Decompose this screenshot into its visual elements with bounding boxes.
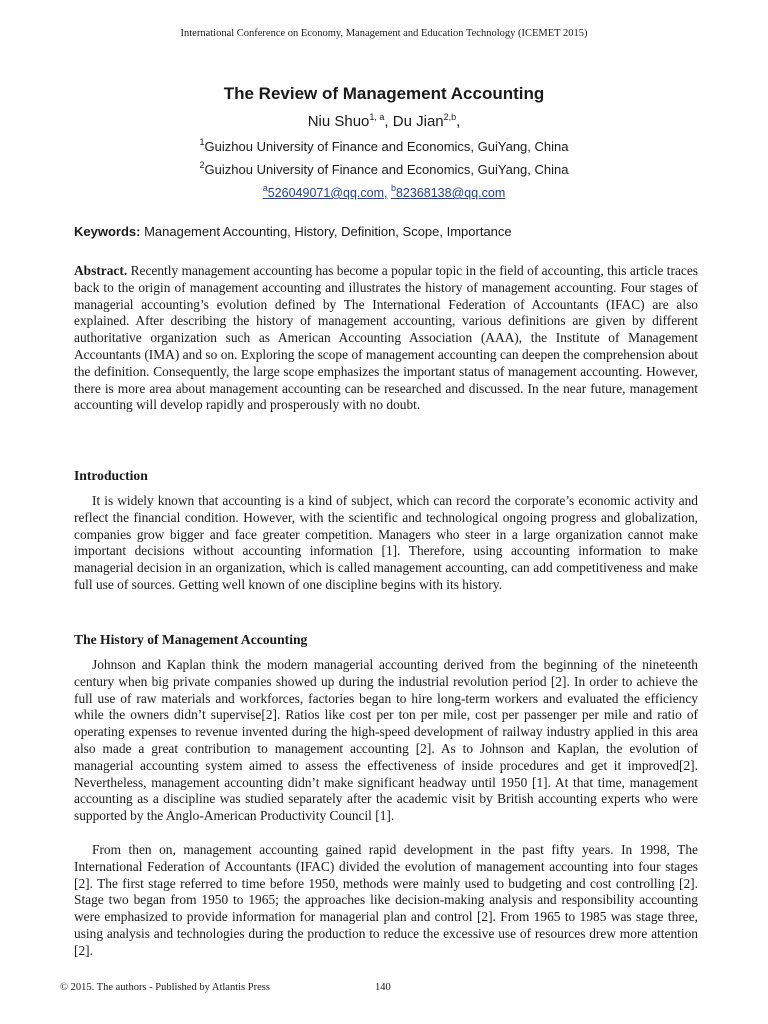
paper-title: The Review of Management Accounting	[223, 84, 545, 103]
history-heading: The History of Management Accounting	[74, 632, 308, 647]
conference-header: International Conference on Economy, Management and Education Technology (ICEMET 2015)	[180, 28, 588, 39]
email-link-b[interactable]	[390, 183, 506, 200]
affiliation-2	[0, 162, 768, 177]
email-superscript: b	[390, 183, 396, 193]
affiliation-1	[0, 139, 768, 154]
affiliation-text: Guizhou University of Finance and Economics, GuiYang, China	[204, 162, 569, 177]
email-line	[0, 183, 768, 200]
affiliation-superscript: 2	[199, 160, 205, 170]
author-superscript: 1, a	[369, 112, 385, 122]
author-superscript: 2,b	[443, 112, 457, 122]
email-link-a[interactable]	[262, 183, 388, 200]
affiliation-text: Guizhou University of Finance and Economics, GuiYang, China	[204, 139, 569, 154]
page-number: 140	[375, 982, 391, 993]
history-paragraph-1: Johnson and Kaplan think the modern managerial accounting derived from the beginning of the nineteenth century when big private companies showed up during the industrial revolution period [2]. In order to achieve the full use of raw materials and workforces, factories began to hire long-term workers and evaluated the efficiency while the owners didn’t supervise[2]. Ratios like cost per ton per mile, cost per passenger per mile and ratio of operating expenses to revenue invented during the high-speed development of railway industry applied in this area also made a great contribution to management accounting [2]. As to Johnson and Kaplan, the evolution of managerial accounting system aimed to assess the effectiveness of inside procedures and get it improved[2]. Nevertheless, management accounting didn’t make significant headway until 1950 [1]. At that time, management accounting as a discipline was studied separately after the academic visit by British accounting experts who were supported by the Anglo-American Productivity Council [1].	[74, 657, 698, 824]
email-text: 526049071@qq.com,	[267, 186, 388, 200]
keywords-line	[74, 224, 512, 239]
affiliation-superscript: 1	[199, 137, 205, 147]
author-name: Niu Shuo	[307, 113, 370, 130]
abstract-label: Abstract.	[74, 263, 128, 278]
email-text: 82368138@qq.com	[395, 186, 506, 200]
history-paragraph-2: From then on, management accounting gained rapid development in the past fifty years. In 1998, The International Federation of Accountants (IFAC) divided the evolution of management accounting into four stages [2]. The first stage referred to time before 1950, methods were mainly used to budgeting and cost controlling [2]. Stage two began from 1950 to 1965; the approaches like decision-making analysis and responsibility accounting were emphasized to provide information for managerial plan and control [2]. From 1965 to 1985 was stage three, using analysis and technologies during the production to reduce the excessive use of resources drew more attention [2].	[74, 842, 698, 958]
introduction-paragraph: It is widely known that accounting is a kind of subject, which can record the corporate’s economic activity and reflect the financial condition. However, with the scientific and technological ongoing progress and globalization, companies grow bigger and face greater competition. Managers who steer in a large organization cannot make important decisions without accounting information [1]. Therefore, using accounting information to make managerial decision in an organization, which is called management accounting, can add competitiveness and make full use of sources. Getting well known of one discipline begins with its history.	[74, 493, 698, 592]
introduction-heading: Introduction	[74, 468, 148, 483]
author-separator: ,	[384, 113, 393, 130]
author-end: ,	[456, 113, 461, 130]
keywords-text: Management Accounting, History, Definition, Scope, Importance	[140, 224, 512, 239]
keywords-label: Keywords:	[74, 224, 141, 239]
abstract-text: Recently management accounting has become a popular topic in the field of accounting, this article traces back to the origin of management accounting and illustrates the history of management accounting. Four stages of managerial accounting’s evolution defined by The International Federation of Accountants (IFAC) are also explained. After describing the history of management accounting, various definitions are given by different authoritative organization such as American Accounting Association (AAA), the Institute of Management Accountants (IMA) and so on. Exploring the scope of management accounting can deepen the comprehension about the definition. Consequently, the large scope emphasizes the important status of management accounting. However, there is more area about management accounting can be researched and discussed. In the near future, management accounting will develop rapidly and prosperously with no doubt.	[74, 263, 698, 413]
author-name: Du Jian	[392, 113, 444, 130]
author-line	[0, 113, 768, 130]
footer-copyright: © 2015. The authors - Published by Atlantis Press	[60, 982, 270, 993]
email-superscript: a	[262, 183, 268, 193]
abstract-paragraph	[74, 263, 698, 414]
